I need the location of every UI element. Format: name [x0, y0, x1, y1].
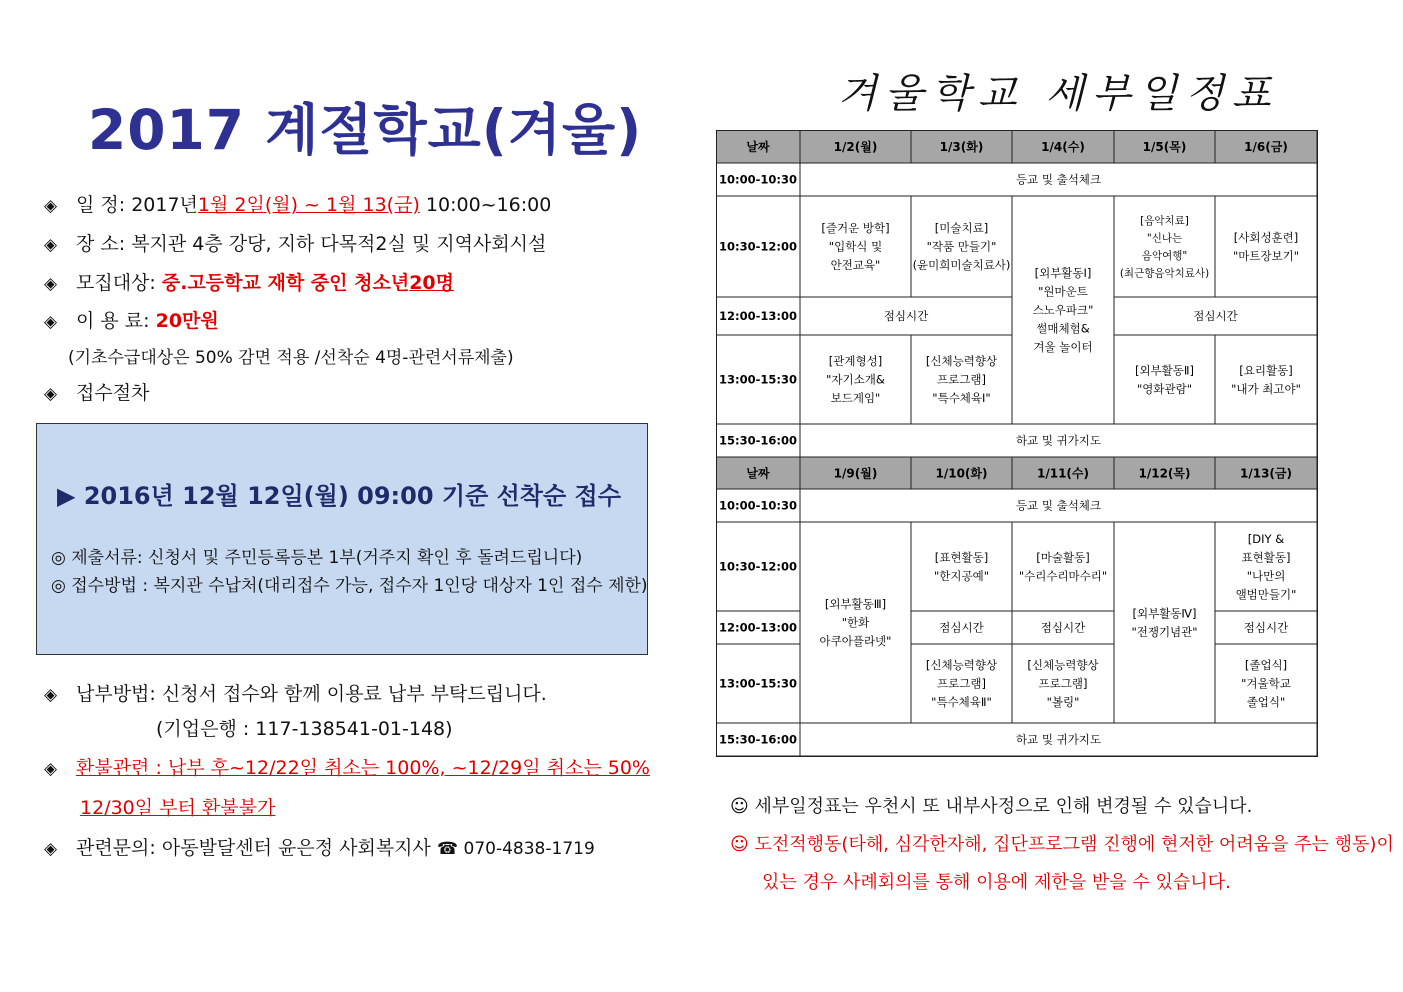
- activity: [즐거운 방학] "입학식 및 안전교육": [821, 221, 890, 273]
- activity: [외부활동Ⅳ] "전쟁기념관": [1131, 606, 1198, 639]
- time-slot: 10:30-12:00: [719, 559, 797, 574]
- activity: [외부활동Ⅰ] "원마운트 스노우파크" 썰매체험& 겨울 놀이터: [1032, 266, 1094, 355]
- time-slot: 13:00-15:30: [719, 676, 797, 691]
- activity: [외부활동Ⅲ] "한화 아쿠아플라넷": [819, 597, 892, 649]
- receipt-box: [36, 423, 648, 655]
- table-header: 1/4(수): [1041, 139, 1085, 154]
- activity: [신체능력향상 프로그램] "볼링": [1027, 658, 1099, 710]
- schedule-table: [716, 130, 1319, 758]
- activity-cell: [1114, 335, 1215, 424]
- table-header: 1/13(금): [1240, 466, 1292, 481]
- table-header: 1/9(월): [833, 466, 878, 481]
- activity: [졸업식] "겨울학교 졸업식": [1241, 658, 1291, 710]
- activity: [신체능력향상 프로그램] "특수체육Ⅰ": [925, 354, 998, 406]
- table-header: 1/3(화): [939, 139, 984, 154]
- activity: [사회성훈련] "마트장보기": [1232, 230, 1300, 263]
- dismissal-row: 하교 및 귀가지도: [1015, 732, 1102, 747]
- table-header: 1/11(수): [1037, 466, 1089, 481]
- lunch: 점심시간: [1193, 309, 1238, 324]
- receipt-documents: ◎ 제출서류: 신청서 및 주민등록등본 1부(거주지 확인 후 돌려드립니다): [51, 548, 583, 568]
- activity-cell: [1114, 522, 1215, 723]
- info-target: ◈ 모집대상: 중.고등학교 재학 중인 청소년20명: [44, 272, 454, 294]
- table-header: 1/12(목): [1138, 466, 1191, 481]
- dismissal-row: 하교 및 귀가지도: [1015, 433, 1102, 448]
- diamond-icon: ◈: [44, 839, 58, 859]
- receipt-method: ◎ 접수방법 : 복지관 수납처(대리접수 가능, 접수자 1인당 대상자 1인 접수 제한): [51, 576, 648, 596]
- info-procedure: ◈ 접수절차: [44, 382, 150, 404]
- activity-cell: [911, 522, 1012, 611]
- lunch: 점심시간: [1243, 620, 1289, 635]
- activity-cell: [1012, 522, 1114, 611]
- lunch: 점심시간: [883, 309, 929, 324]
- note-behavior: ☺ 도전적행동(타해, 심각한자해, 집단프로그램 진행에 현저한 어려움을 주는 행동)이: [730, 834, 1394, 855]
- info-place: ◈ 장 소: 복지관 4층 강당, 지하 다목적2실 및 지역사회시설: [44, 233, 547, 255]
- time-slot: 10:30-12:00: [719, 239, 797, 254]
- table-header: 날짜: [746, 466, 770, 481]
- receipt-headline: ▶ 2016년 12월 12일(월) 09:00 기준 선착순 접수: [57, 482, 621, 510]
- arrival-row: 등교 및 출석체크: [1015, 172, 1102, 187]
- diamond-icon: ◈: [44, 759, 58, 779]
- diamond-icon: ◈: [44, 274, 58, 294]
- arrival-row: 등교 및 출석체크: [1015, 498, 1102, 513]
- time-slot: 10:00-10:30: [719, 172, 797, 187]
- activity: [미술치료] "작품 만들기" (윤미희미술치료사): [912, 221, 1011, 273]
- phone-number: ☎ 070-4838-1719: [436, 839, 595, 859]
- time-slot: 12:00-13:00: [719, 309, 797, 324]
- main-title: 2017 계절학교(겨울): [88, 98, 643, 162]
- contact: ◈ 관련문의: 아동발달센터 윤은정 사회복지사 ☎ 070-4838-1719: [44, 837, 595, 859]
- payment-method: ◈ 납부방법: 신청서 접수와 함께 이용료 납부 부탁드립니다.: [44, 683, 547, 705]
- activity: [마술활동] "수리수리마수리": [1018, 550, 1108, 583]
- refund-policy: ◈ 환불관련 : 납부 후~12/22일 취소는 100%, ~12/29일 취소는 50%: [44, 757, 650, 779]
- activity-cell: [1215, 335, 1317, 424]
- diamond-icon: ◈: [44, 384, 58, 404]
- diamond-icon: ◈: [44, 196, 58, 216]
- activity-cell: [1215, 196, 1317, 297]
- activity: [요리활동] "내가 최고야": [1231, 363, 1301, 396]
- diamond-icon: ◈: [44, 312, 58, 332]
- fee-note: (기초수급대상은 50% 감면 적용 /선착순 4명-관련서류제출): [68, 348, 514, 368]
- table-header: 1/6(금): [1244, 139, 1288, 154]
- activity: [신체능력향상 프로그램] "특수체육Ⅱ": [925, 658, 998, 710]
- info-schedule: ◈ 일 정: 2017년1월 2일(월) ~ 1월 13(금) 10:00~16:00: [44, 194, 552, 216]
- diamond-icon: ◈: [44, 685, 58, 705]
- table-header: 1/5(목): [1142, 139, 1187, 154]
- activity-cell: [1114, 196, 1215, 297]
- activity: [관계형성] "자기소개& 보드게임": [826, 354, 885, 406]
- time-slot: 13:00-15:30: [719, 372, 797, 387]
- time-slot: 10:00-10:30: [719, 498, 797, 513]
- payment-account: (기업은행 : 117-138541-01-148): [156, 718, 453, 740]
- time-slot: 15:30-16:00: [719, 433, 797, 448]
- note-weather: ☺ 세부일정표는 우천시 또 내부사정으로 인해 변경될 수 있습니다.: [730, 796, 1253, 817]
- info-fee: ◈ 이 용 료: 20만원: [44, 310, 219, 332]
- time-slot: 15:30-16:00: [719, 732, 797, 747]
- table-header: 날짜: [746, 139, 770, 154]
- table-header: 1/10(화): [935, 466, 988, 481]
- schedule-title: 겨울학교 세부일정표: [838, 71, 1279, 117]
- activity: [DIY & 표현활동] "나만의 앨범만들기": [1235, 531, 1297, 602]
- lunch: 점심시간: [939, 620, 984, 635]
- table-header: 1/2(월): [833, 139, 878, 154]
- activity: [외부활동Ⅱ] "영화관람": [1134, 363, 1195, 396]
- activity: [표현활동] "한지공예": [933, 550, 990, 583]
- diamond-icon: ◈: [44, 235, 58, 255]
- lunch: 점심시간: [1040, 620, 1086, 635]
- activity: [음악치료] "신나는 음악여행" (최근향음악치료사): [1119, 215, 1210, 280]
- time-slot: 12:00-13:00: [719, 620, 797, 635]
- refund-policy-line2: 12/30일 부터 환불불가: [80, 797, 276, 819]
- schedule-dates: 1월 2일(월) ~ 1월 13(금): [197, 194, 420, 216]
- note-behavior-line2: 있는 경우 사례회의를 통해 이용에 제한을 받을 수 있습니다.: [762, 872, 1231, 893]
